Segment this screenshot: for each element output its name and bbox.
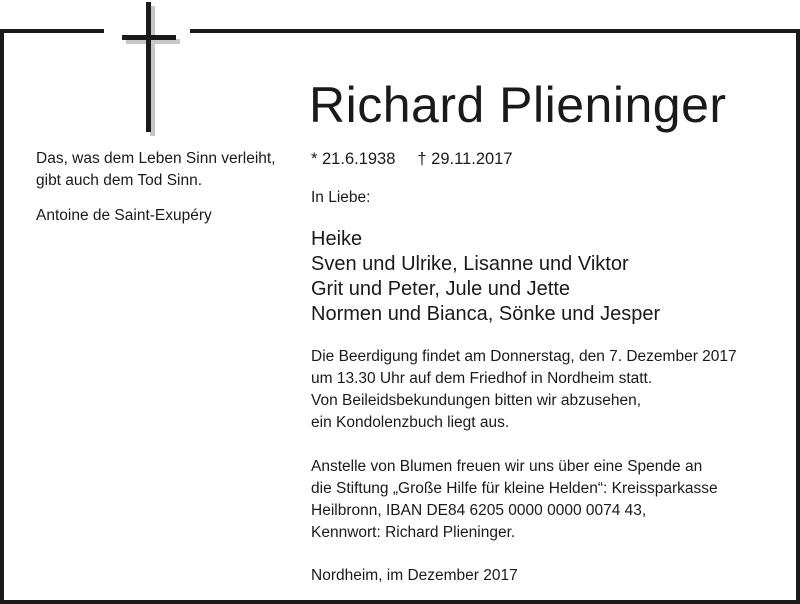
quote-block [36, 148, 296, 227]
funeral-line: um 13.30 Uhr auf dem Friedhof in Nordheim statt. [311, 370, 653, 387]
deceased-name: Richard Plieninger [309, 77, 727, 133]
cross-bar-vertical [146, 2, 151, 132]
quote-line: gibt auch dem Tod Sinn. [36, 172, 203, 189]
donation-line: Kennwort: Richard Plieninger. [311, 524, 516, 541]
donation-line: Heilbronn, IBAN DE84 6205 0000 0000 0074 43, [311, 502, 647, 519]
death-date: † 29.11.2017 [417, 150, 513, 168]
mourner-line: Grit und Peter, Jule und Jette [311, 278, 571, 300]
cross-bar-horizontal [122, 35, 176, 40]
cross-icon [120, 0, 184, 140]
mourner-line: Heike [311, 228, 363, 250]
funeral-paragraph [311, 346, 781, 434]
frame-border-top-left [0, 29, 104, 33]
mourner-line: Sven und Ulrike, Lisanne und Viktor [311, 253, 629, 275]
life-dates [311, 148, 781, 170]
frame-border-left [0, 29, 4, 604]
closing-place-date: Nordheim, im Dezember 2017 [311, 567, 518, 584]
mourner-line: Normen und Bianca, Sönke und Jesper [311, 303, 661, 325]
frame-border-bottom [0, 600, 800, 604]
notice-body [311, 148, 781, 587]
funeral-line: Die Beerdigung findet am Donnerstag, den 7. Dezember 2017 [311, 348, 737, 365]
donation-line: Anstelle von Blumen freuen wir uns über eine Spende an [311, 458, 703, 475]
birth-date: * 21.6.1938 [311, 150, 396, 168]
mourners-list [311, 227, 781, 327]
frame-border-top-right [190, 29, 796, 33]
funeral-line: ein Kondolenzbuch liegt aus. [311, 414, 510, 431]
funeral-line: Von Beileidsbekundungen bitten wir abzusehen, [311, 392, 642, 409]
donation-paragraph [311, 456, 781, 544]
donation-line: die Stiftung „Große Hilfe für kleine Helden“: Kreissparkasse [311, 480, 718, 497]
in-love-label: In Liebe: [311, 189, 371, 206]
quote-author: Antoine de Saint-Exupéry [36, 207, 212, 224]
frame-border-right [796, 29, 800, 604]
quote-line: Das, was dem Leben Sinn verleiht, [36, 150, 276, 167]
